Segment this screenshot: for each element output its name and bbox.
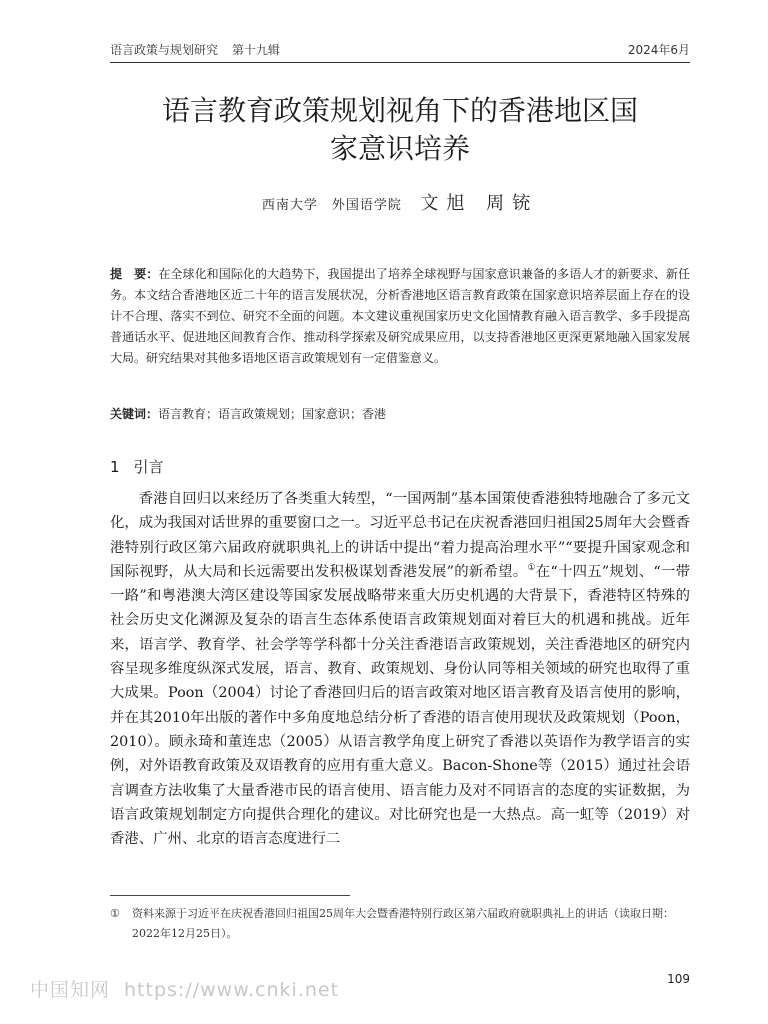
footnote-reference[interactable]: ① <box>527 563 536 574</box>
keywords-text: 语言教育；语言政策规划；国家意识；香港 <box>158 407 387 421</box>
header-divider <box>110 62 690 63</box>
footnote-text: 资料来源于习近平在庆祝香港回归祖国25周年大会暨香港特别行政区第六届政府就职典礼上的讲话（读取日期：2022年12月25日）。 <box>132 907 674 940</box>
watermark-url: https://www.cnki.net <box>124 979 340 1001</box>
title-line-2: 家意识培养 <box>329 132 470 165</box>
footnote-divider <box>110 895 350 896</box>
title-line-1: 语言教育政策规划视角下的香港地区国 <box>161 94 638 127</box>
journal-name: 语言政策与规划研究 <box>110 43 219 57</box>
section-heading <box>110 456 164 477</box>
body-text-part-2: 在“十四五”规划、“一带一路”和粤港澳大湾区建设等国家发展战略带来重大历史机遇的大背景下，香港特区特殊的社会历史文化渊源及复杂的语言生态体系使语言政策规划面对着巨大的机遇和挑战。近年来，语言学、教育学、社会学等学科都十分关注香港语言政策规划，关注香港地区的研究内容呈现多维度纵深式发展，语言、教育、政策规划、身份认同等相关领域的研究也取得了重大成果。Poon（2004）讨论了香港回归后的语言政策对地区语言教育及语言使用的影响，并在其2010年出版的著作中多角度地总结分析了香港的语言使用现状及政策规划（Poon，2010）。顾永琦和董连忠（2005）从语言教学角度上研究了香港以英语作为教学语言的实例，对外语教育政策及双语教育的应用有重大意义。Bacon-Shone等（2015）通过社会语言调查方法收集了大量香港市民的语言使用、语言能力及对不同语言的态度的实证数据，为语言政策规划制定方向提供合理化的建议。对比研究也是一大热点。高一虹等（2019）对香港、广州、北京的语言态度进行二 <box>110 563 691 848</box>
abstract <box>110 264 690 369</box>
watermark <box>30 975 339 1002</box>
footnote <box>110 904 690 944</box>
body-paragraph <box>110 487 690 851</box>
running-header <box>110 38 690 58</box>
journal-info <box>110 41 290 58</box>
page-number: 109 <box>667 972 690 986</box>
keywords <box>110 404 690 424</box>
section-number: 1 <box>110 458 120 476</box>
abstract-text: 在全球化和国际化的大趋势下，我国提出了培养全球视野与国家意识兼备的多语人才的新要求、新任务。本文结合香港地区近二十年的语言发展状况，分析香港地区语言教育政策在国家意识培养层面上存在的设计不合理、落实不到位、研究不全面的问题。本文建议重视国家历史文化国情教育融入语言教学、多手段提高普通话水平、促进地区间教育合作、推动科学探索及研究成果应用，以支持香港地区更深更紧地融入国家发展大局。研究结果对其他多语地区语言政策规划有一定借鉴意义。 <box>110 267 690 365</box>
institution: 西南大学 外国语学院 <box>261 198 402 213</box>
watermark-brand: 中国知网 <box>30 979 111 1001</box>
article-title <box>110 92 690 168</box>
body-text-part-1: 香港自回归以来经历了各类重大转型，“一国两制”基本国策使香港独特地融合了多元文化，成为我国对话世界的重要窗口之一。习近平总书记在庆祝香港回归祖国25周年大会暨香港特别行政区第六届政府就职典礼上的讲话中提出“着力提高治理水平”“要提升国家观念和国际视野，从大局和长远需要出发积极谋划香港发展”的新希望。 <box>110 491 690 580</box>
section-title: 引言 <box>133 458 164 476</box>
publication-date: 2024年6月 <box>627 43 690 57</box>
author-names: 文旭 周铳 <box>420 193 539 214</box>
keywords-label: 关键词： <box>110 407 159 421</box>
byline <box>110 189 690 215</box>
issue-number: 第十九辑 <box>231 43 280 57</box>
footnote-marker: ① <box>110 907 120 920</box>
abstract-label: 提 要： <box>110 267 159 281</box>
